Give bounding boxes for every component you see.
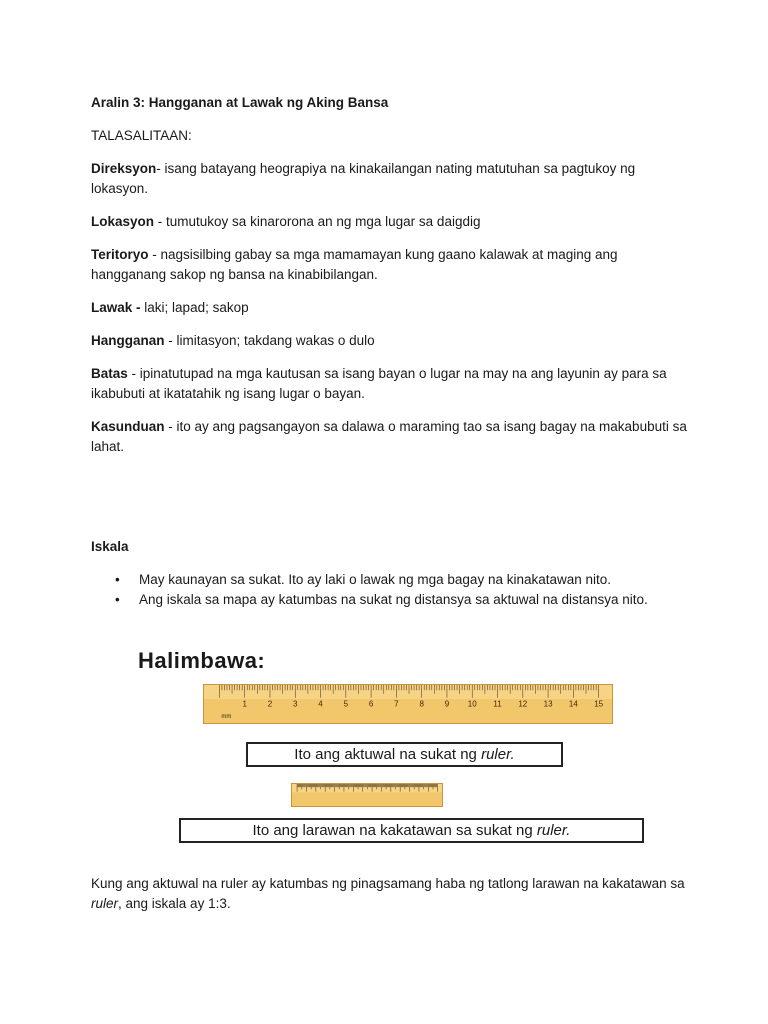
caption-actual-size [246,742,563,767]
ruler-number: 1 [242,699,247,709]
term: Hangganan [91,333,165,348]
definition-kasunduan [91,417,691,457]
caption-text: Ito ang aktuwal na sukat ng [294,746,477,763]
definition-text: ito ay ang pagsangayon sa dalawa o maraming tao sa isang bagay na makabubuti sa lahat. [91,419,687,454]
term: Lawak - [91,300,141,315]
ruler-highlight [292,784,442,792]
definition-text: nagsisilbing gabay sa mga mamamayan kung gaano kalawak at maging ang hangganang sakop ng bansa na kinabibilangan. [91,247,618,282]
conclusion-text: Kung ang aktuwal na ruler ay katumbas ng pinagsamang haba ng tatlong larawan na kakatawan sa [91,876,685,891]
ruler-number: 9 [444,699,450,709]
definition-text: isang batayang heograpiya na kinakailangan nating matutuhan sa pagtukoy ng lokasyon. [91,161,636,196]
ruler-number: 8 [419,699,424,709]
conclusion-italic: ruler [91,896,119,911]
ruler-small-image [291,783,443,807]
ruler-number: 5 [343,699,349,709]
lesson-title: Aralin 3: Hangganan at Lawak ng Aking Bansa [91,95,389,110]
caption-image-size [179,818,644,843]
bullet-icon: • [115,592,120,607]
separator: - [154,214,167,229]
scale-heading: Iskala [91,539,129,554]
ruler-number: 14 [568,699,578,709]
definition-text: laki; lapad; sakop [144,300,249,315]
definition-hangganan [91,331,691,351]
separator: - [127,366,140,381]
definition-batas [91,364,691,404]
ruler-number: 11 [493,699,502,709]
definition-direksyon [91,159,691,199]
definition-lawak [91,298,691,318]
separator: - [164,333,177,348]
bullet-text: Ang iskala sa mapa ay katumbas na sukat ng distansya sa aktuwal na distansya nito. [139,592,648,607]
list-item [91,590,711,610]
term: Kasunduan [91,419,165,434]
example-title: Halimbawa: [138,648,266,673]
ruler-number: 15 [594,699,604,709]
term: Batas [91,366,128,381]
term: Direksyon [91,161,157,176]
bullet-text: May kaunayan sa sukat. Ito ay laki o lawak ng mga bagay na kinakatawan nito. [139,572,612,587]
definition-text: tumutukoy sa kinarorona an ng mga lugar sa daigdig [166,214,481,229]
ruler-number: 12 [518,699,528,709]
conclusion-text-end: , ang iskala ay 1:3. [118,896,231,911]
term: Teritoryo [91,247,149,262]
bullet-icon: • [115,572,120,587]
ruler-large-image [203,684,613,724]
ruler-number: 4 [318,699,323,709]
definition-lokasyon [91,212,691,232]
caption-italic: ruler. [481,746,515,763]
ruler-number: 2 [267,699,273,709]
separator: - [156,161,165,176]
ruler-number: 7 [394,699,399,709]
caption-italic: ruler. [536,822,571,839]
definition-text: limitasyon; takdang wakas o dulo [176,333,375,348]
ruler-unit: mm [221,714,232,720]
ruler-number: 3 [293,699,298,709]
scale-bullet-list [91,570,711,610]
caption-text: Ito ang larawan na kakatawan sa sukat ng [252,822,533,839]
conclusion-paragraph [91,874,691,914]
ruler-number: 13 [543,699,553,709]
separator: - [164,419,177,434]
definition-teritoryo [91,245,691,285]
definition-text: ipinatutupad na mga kautusan sa isang bayan o lugar na may na ang layunin ay para sa ikabubuti at ikatatahik ng isang lugar o bayan. [91,366,667,401]
separator: - [148,247,161,262]
list-item [91,570,711,590]
vocab-heading: TALASALITAAN: [91,128,192,143]
ruler-number: 10 [467,699,477,709]
term: Lokasyon [91,214,155,229]
ruler-number: 6 [368,699,374,709]
